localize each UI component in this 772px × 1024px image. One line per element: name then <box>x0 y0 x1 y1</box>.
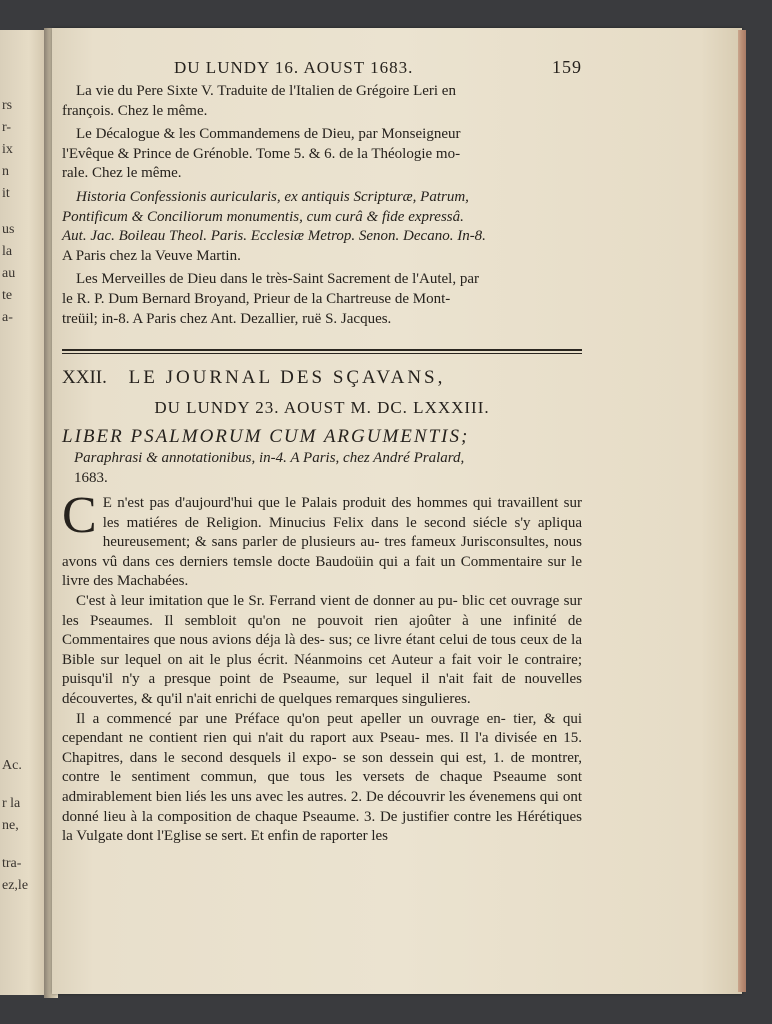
list-item: Le Décalogue & les Commandemens de Dieu, par Monseigneur l'Evêque & Prince de Grénoble. Tome 5. & 6. de la Théologie mo- rale. Chez le même. <box>62 126 461 182</box>
page-number: 159 <box>552 57 582 77</box>
list-item: Les Merveilles de Dieu dans le très-Saint Sacrement de l'Autel, par le R. P. Dum Bernard Broyand, Prieur de la Chartreuse de Mont- treüil; in-8. A Paris chez Ant. Dezallier, ruë S. Jacques. <box>62 271 479 327</box>
left-page-fragment: it <box>2 186 10 201</box>
divider <box>62 349 582 351</box>
left-page-fragment: ne, <box>2 818 19 833</box>
left-page-fragment: la <box>2 244 13 259</box>
left-page-fragment: r la <box>2 796 21 811</box>
left-page-fragment: ix <box>2 142 13 157</box>
left-page-fragment: tra- <box>2 856 22 871</box>
paragraph: C E n'est pas d'aujourd'hui que le Palais produit des hommes qui travaillent sur les matiéres de Religion. Minucius Felix dans le second siécle s'y apliqua heureusement; & sans parler de plusieurs au- tres fameux Jurisconsultes, nous avons vû dans ces derniers temsle docte Baudoüin qui a fait un Commentaire sur le livre des Machabées. <box>62 487 583 590</box>
left-page-fragment: n <box>2 164 9 179</box>
left-page-fragment: au <box>2 266 16 281</box>
issue-date: DU LUNDY 23. AOUST M. DC. LXXXIII. <box>154 397 490 417</box>
page-content <box>62 56 582 847</box>
left-page-fragment: rs <box>2 98 13 113</box>
journal-title: LE JOURNAL DES SÇAVANS, <box>128 367 446 389</box>
left-page-fragment: r- <box>2 120 12 135</box>
left-page-fragment: a- <box>2 310 13 325</box>
list-item: Historia Confessionis auricularis, ex antiquis Scripturæ, Patrum, Pontificum & Conciliorum monumentis, cum curâ & fide expressâ. Aut. Jac. Boileau Theol. Paris. Ecclesiæ Metrop. Senon. Decano. In-8. A Paris chez la Veuve Martin. <box>62 188 486 264</box>
page-edge <box>738 30 746 992</box>
divider <box>62 353 582 354</box>
drop-cap: C <box>62 487 97 545</box>
book-list <box>62 82 582 329</box>
issue-heading <box>62 368 582 388</box>
left-page-fragment: us <box>2 222 15 237</box>
running-header <box>62 56 582 82</box>
list-item: La vie du Pere Sixte V. Traduite de l'Italien de Grégoire Leri en françois. Chez le même. <box>62 83 456 119</box>
left-page-fragment: te <box>2 288 13 303</box>
book-subtitle: Paraphrasi & annotationibus, in-4. A Paris, chez André Pralard, 1683. <box>74 449 465 486</box>
left-page-fragment: Ac. <box>2 758 22 773</box>
article-body <box>62 487 583 847</box>
book-title: LIBER PSALMORUM CUM ARGUMENTIS; <box>62 426 470 448</box>
left-page-fragment: ez,le <box>2 878 29 893</box>
issue-number: XXII. <box>62 367 107 389</box>
running-title: DU LUNDY 16. AOUST 1683. <box>174 58 414 77</box>
left-facing-page <box>0 30 48 995</box>
paragraph: C'est à leur imitation que le Sr. Ferrand vient de donner au pu- blic cet ouvrage sur les Pseaumes. Il sembloit qu'on ne pouvoit rien ajoûter à une infinité de Commentaires que nous avions déja là des- sus; ce livre étant celui de tous ceux de la Bible sur lequel on ait le plus écrit. Néanmoins cet Auteur a fait voir le contraire; puisqu'il n'y a presque point de Pseaume, sur lequel il n'ait fait de nouvelles découvertes, & qu'il n'ait enrichi de quelques remarques singulieres. <box>62 593 583 708</box>
paragraph: Il a commencé par une Préface qu'on peut apeller un ouvrage en- tier, & qui cependant ne contient rien qui n'ait du raport aux Pseau- mes. Il l'a divisée en 15. Chapitres, dans le second desquels il expo- se son dessein qui est, 1. de montrer, contre le sentiment commun, que tous les versets de chaque Pseaume sont admirablement bien liés les uns avec les autres. 2. De découvrir les évenemens qui ont donné lieu à la composition de chaque Pseaume. 3. De justifier contre les Hérétiques la Vulgate dont l'Eglise se sert. Et enfin de raporter les <box>62 710 583 845</box>
